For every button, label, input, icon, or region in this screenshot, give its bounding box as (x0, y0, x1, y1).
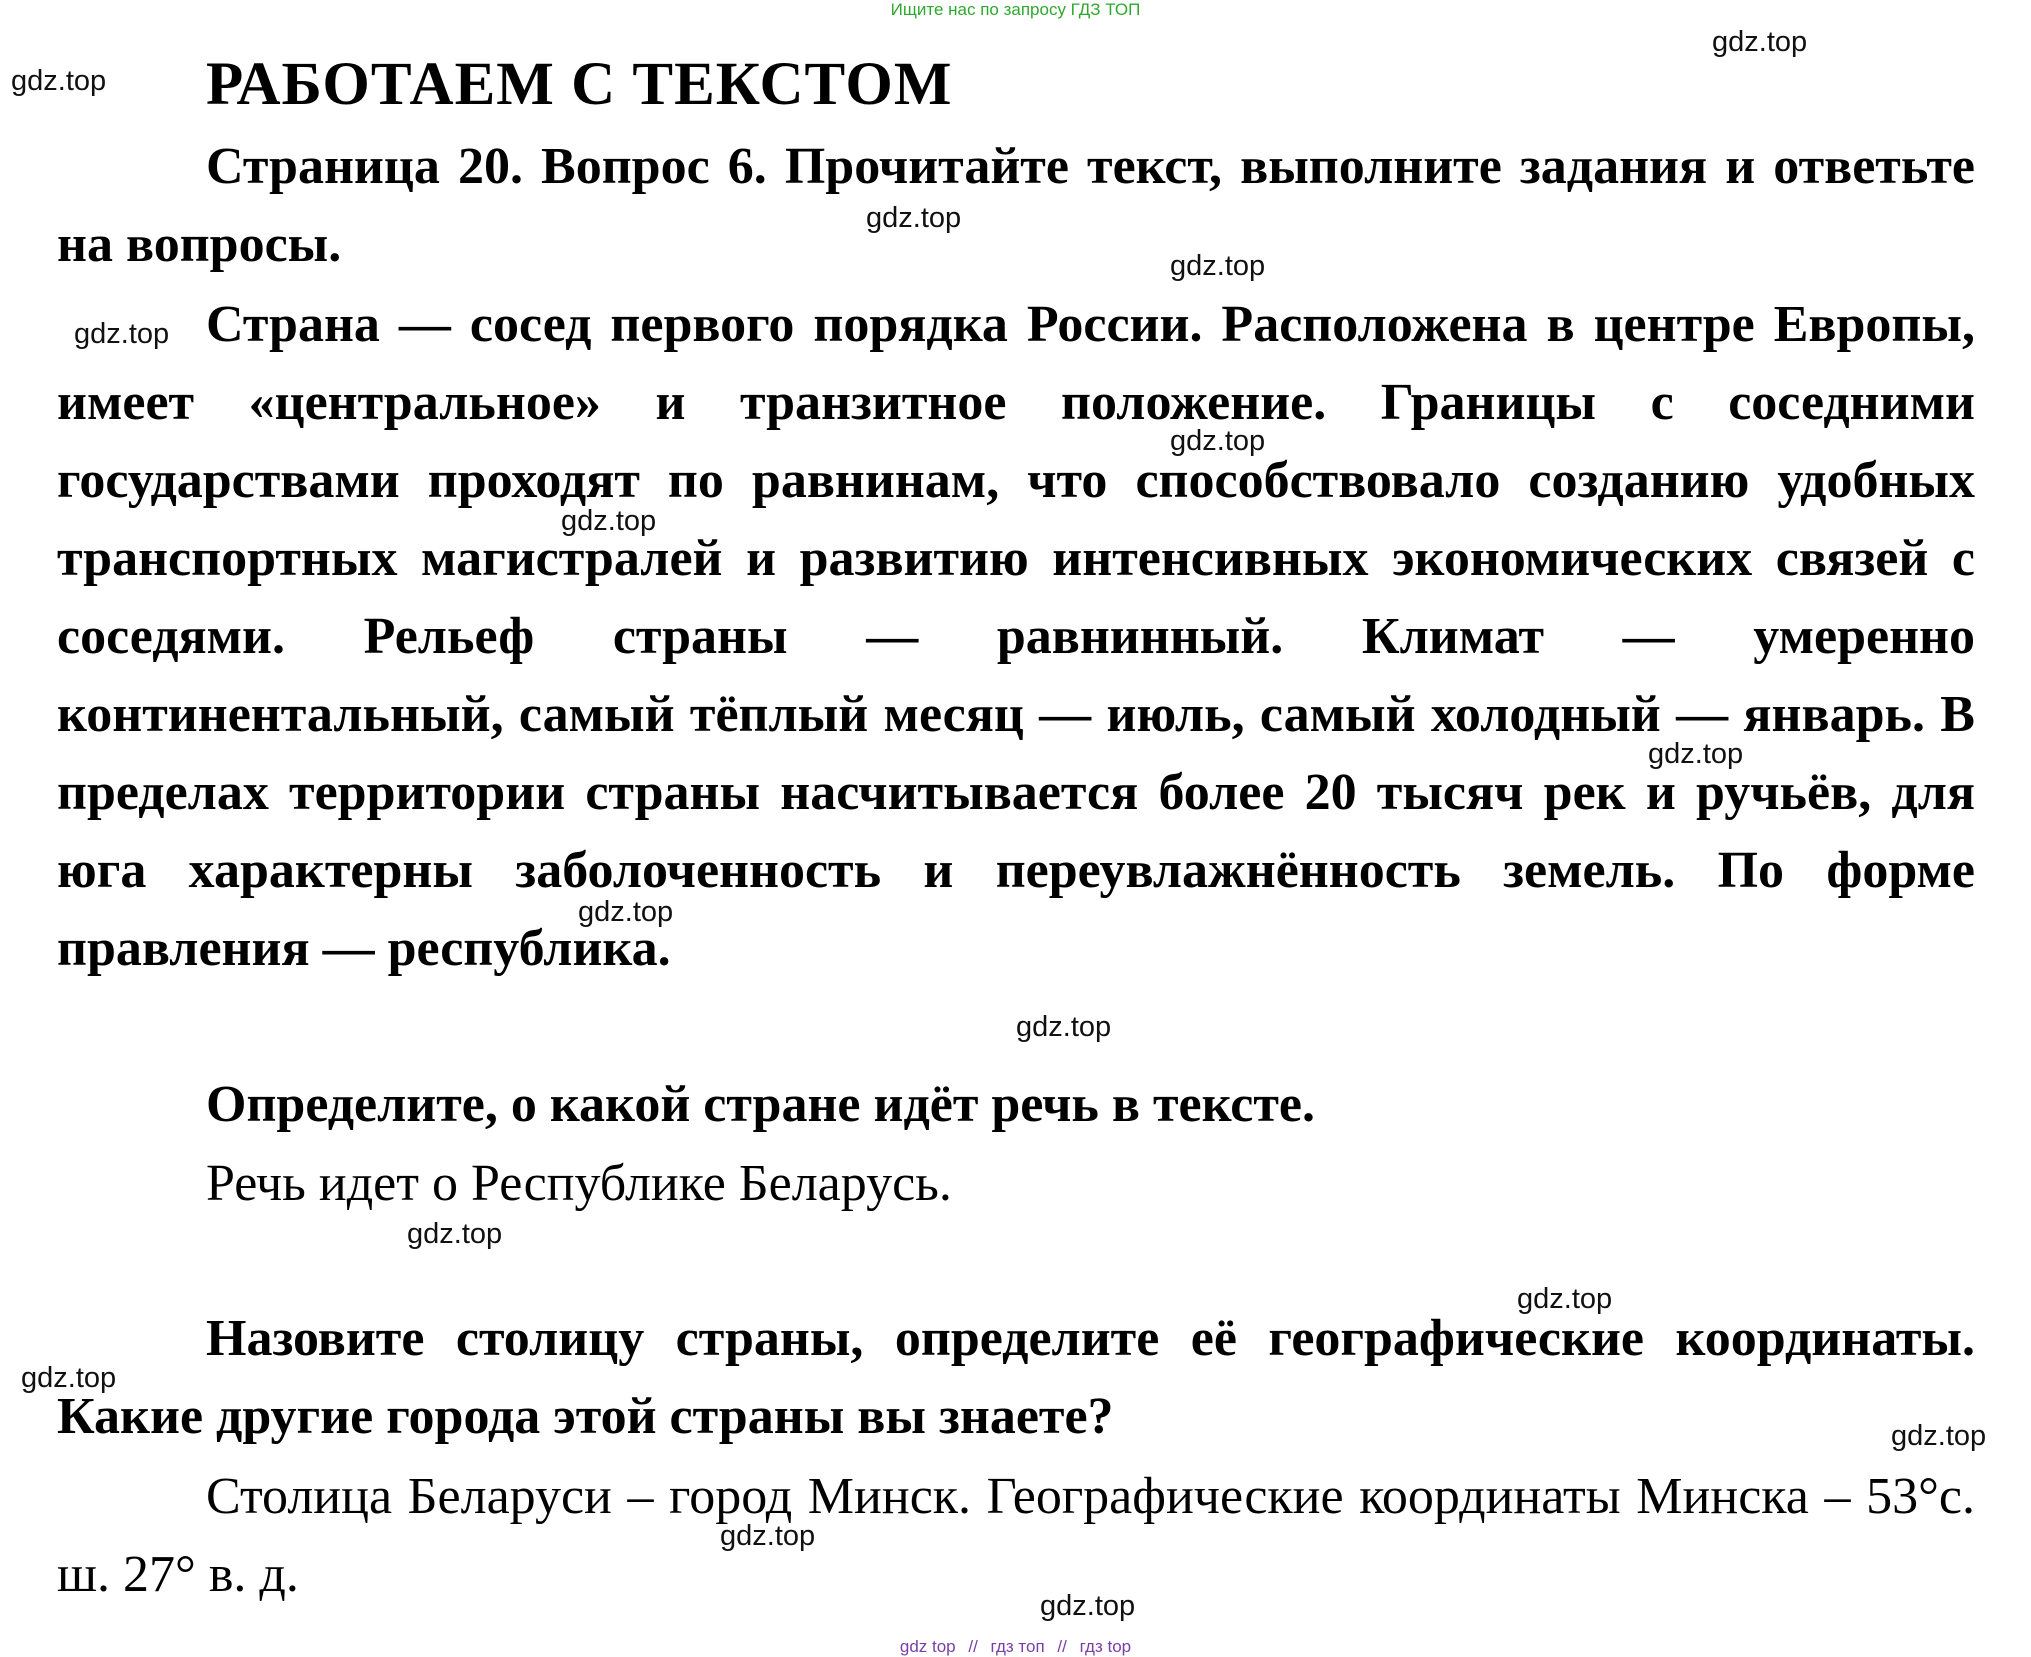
watermark: gdz.top (1648, 738, 1744, 770)
footer-link-gdz-top[interactable]: gdz top (899, 1637, 956, 1656)
footer-links (0, 1637, 2031, 1657)
watermark: gdz.top (866, 202, 962, 234)
watermark: gdz.top (578, 896, 674, 928)
task2-question: Назовите столицу страны, определите её географические координаты. Какие другие города этой страны вы знаете? (57, 1310, 1975, 1445)
task1-answer: Речь идет о Республике Беларусь. (206, 1155, 952, 1212)
watermark: gdz.top (1040, 1590, 1136, 1622)
top-banner[interactable]: Ищите нас по запросу ГДЗ ТОП (890, 0, 1141, 19)
footer-link-gdz-top-ru[interactable]: гдз топ (990, 1637, 1045, 1656)
watermark: gdz.top (1517, 1283, 1613, 1315)
task1-question: Определите, о какой стране идёт речь в тексте. (206, 1076, 1315, 1133)
watermark: gdz.top (1170, 425, 1266, 457)
watermark: gdz.top (1016, 1011, 1112, 1043)
passage-text: Страна — сосед первого порядка России. Расположена в центре Европы, имеет «центральное» и транзитное положение. Границы с соседними государствами проходят по равнинам, что способствовало созданию удобных транспортных магистралей и развитию интенсивных экономических связей с соседями. Рельеф страны — равнинный. Климат — умеренно континентальный, самый тёплый месяц — июль, самый холодный — январь. В пределах территории страны насчитывается более 20 тысяч рек и ручьёв, для юга характерны заболоченность и переувлажнённость земель. По форме правления — республика. (57, 296, 1975, 977)
watermark: gdz.top (21, 1362, 117, 1394)
question-title: Страница 20. Вопрос 6. Прочитайте текст, выполните задания и ответьте на вопросы. (57, 138, 1975, 273)
watermark: gdz.top (74, 318, 170, 350)
footer-separator: // (968, 1637, 978, 1656)
page-heading: РАБОТАЕМ С ТЕКСТОМ (206, 51, 953, 118)
watermark: gdz.top (1712, 26, 1808, 58)
watermark: gdz.top (407, 1218, 503, 1250)
watermark: gdz.top (561, 505, 657, 537)
footer-separator: // (1057, 1637, 1067, 1656)
watermark: gdz.top (1891, 1420, 1987, 1452)
task2-answer: Столица Беларуси – город Минск. Географические координаты Минска – 53°с. ш. 27° в. д. (57, 1468, 1975, 1603)
watermark: gdz.top (720, 1520, 816, 1552)
watermark: gdz.top (1170, 250, 1266, 282)
watermark: gdz.top (11, 65, 107, 97)
footer-link-gdz-top-mixed[interactable]: гдз top (1079, 1637, 1132, 1656)
